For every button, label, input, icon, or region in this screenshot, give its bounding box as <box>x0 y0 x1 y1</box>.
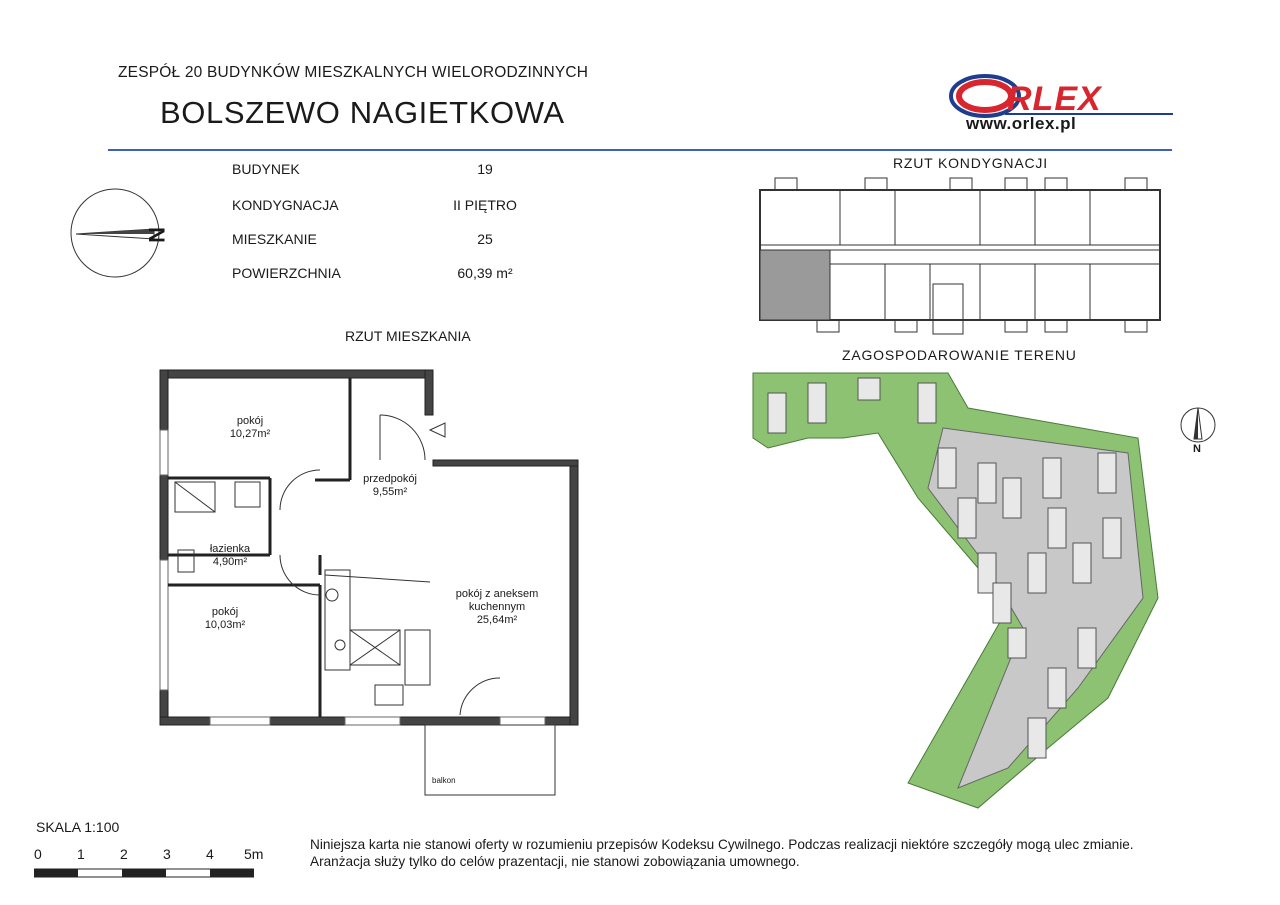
room-name: przedpokój <box>363 473 417 485</box>
room-area: 10,03m² <box>204 619 246 631</box>
scale-tick: 4 <box>206 846 214 862</box>
building-floor-plan <box>755 172 1175 337</box>
scale-tick: 3 <box>163 846 171 862</box>
info-value-apartment: 25 <box>477 231 493 247</box>
room-area: 4,90m² <box>212 556 248 568</box>
room-name: łazienka <box>209 543 251 555</box>
scale-tick-labels <box>30 846 280 866</box>
scale-tick: 0 <box>34 846 42 862</box>
room-hallway <box>345 473 435 499</box>
room-area: 10,27m² <box>229 428 271 440</box>
project-subtitle: ZESPÓŁ 20 BUDYNKÓW MIESZKALNYCH WIELORODZINNYCH <box>118 64 589 81</box>
room-living-kitchen <box>442 588 552 627</box>
header-divider <box>108 149 1172 151</box>
compass-n-label: N <box>143 227 169 243</box>
floor-plan-heading: RZUT KONDYGNACJI <box>893 155 1048 171</box>
info-label-apartment: MIESZKANIE <box>232 231 317 247</box>
site-development-plan <box>748 368 1168 813</box>
room-bedroom-1 <box>190 415 310 441</box>
room-bathroom <box>185 543 275 569</box>
logo-url: www.orlex.pl <box>966 114 1077 133</box>
room-name: pokój <box>236 415 264 427</box>
room-area: 9,55m² <box>372 486 408 498</box>
info-value-floor: II PIĘTRO <box>453 197 517 213</box>
scale-bar <box>34 866 254 878</box>
info-label-building: BUDYNEK <box>232 161 300 177</box>
info-label-area: POWIERZCHNIA <box>232 265 341 281</box>
svg-text:RLEX: RLEX <box>1007 80 1102 118</box>
apartment-floor-plan <box>150 360 590 800</box>
scale-tick: 2 <box>120 846 128 862</box>
info-value-area: 60,39 m² <box>457 265 513 281</box>
disclaimer-line-2: Aranżacja służy tylko do celów prazentacji, nie stanowi zobowiązania umownego. <box>310 854 800 869</box>
disclaimer <box>310 836 1134 870</box>
room-bedroom-2 <box>185 606 265 632</box>
site-plan-heading: ZAGOSPODAROWANIE TERENU <box>842 347 1077 363</box>
info-value-building: 19 <box>477 161 493 177</box>
apartment-plan-heading: RZUT MIESZKANIA <box>345 328 471 344</box>
scale-title: SKALA 1:100 <box>36 819 120 835</box>
scale-tick: 5m <box>244 846 264 862</box>
room-name: pokój <box>211 606 239 618</box>
site-north-label: N <box>1193 443 1201 455</box>
info-label-floor: KONDYGNACJA <box>232 197 339 213</box>
room-name: pokój z aneksem kuchennym <box>455 588 539 613</box>
balcony-label: balkon <box>432 776 456 785</box>
disclaimer-line-1: Niniejsza karta nie stanowi oferty w rozumieniu przepisów Kodeksu Cywilnego. Podczas realizacji niektóre szczegóły mogą ulec zmianie. <box>310 837 1134 852</box>
scale-tick: 1 <box>77 846 85 862</box>
room-area: 25,64m² <box>476 614 518 626</box>
project-title: BOLSZEWO NAGIETKOWA <box>160 95 565 130</box>
